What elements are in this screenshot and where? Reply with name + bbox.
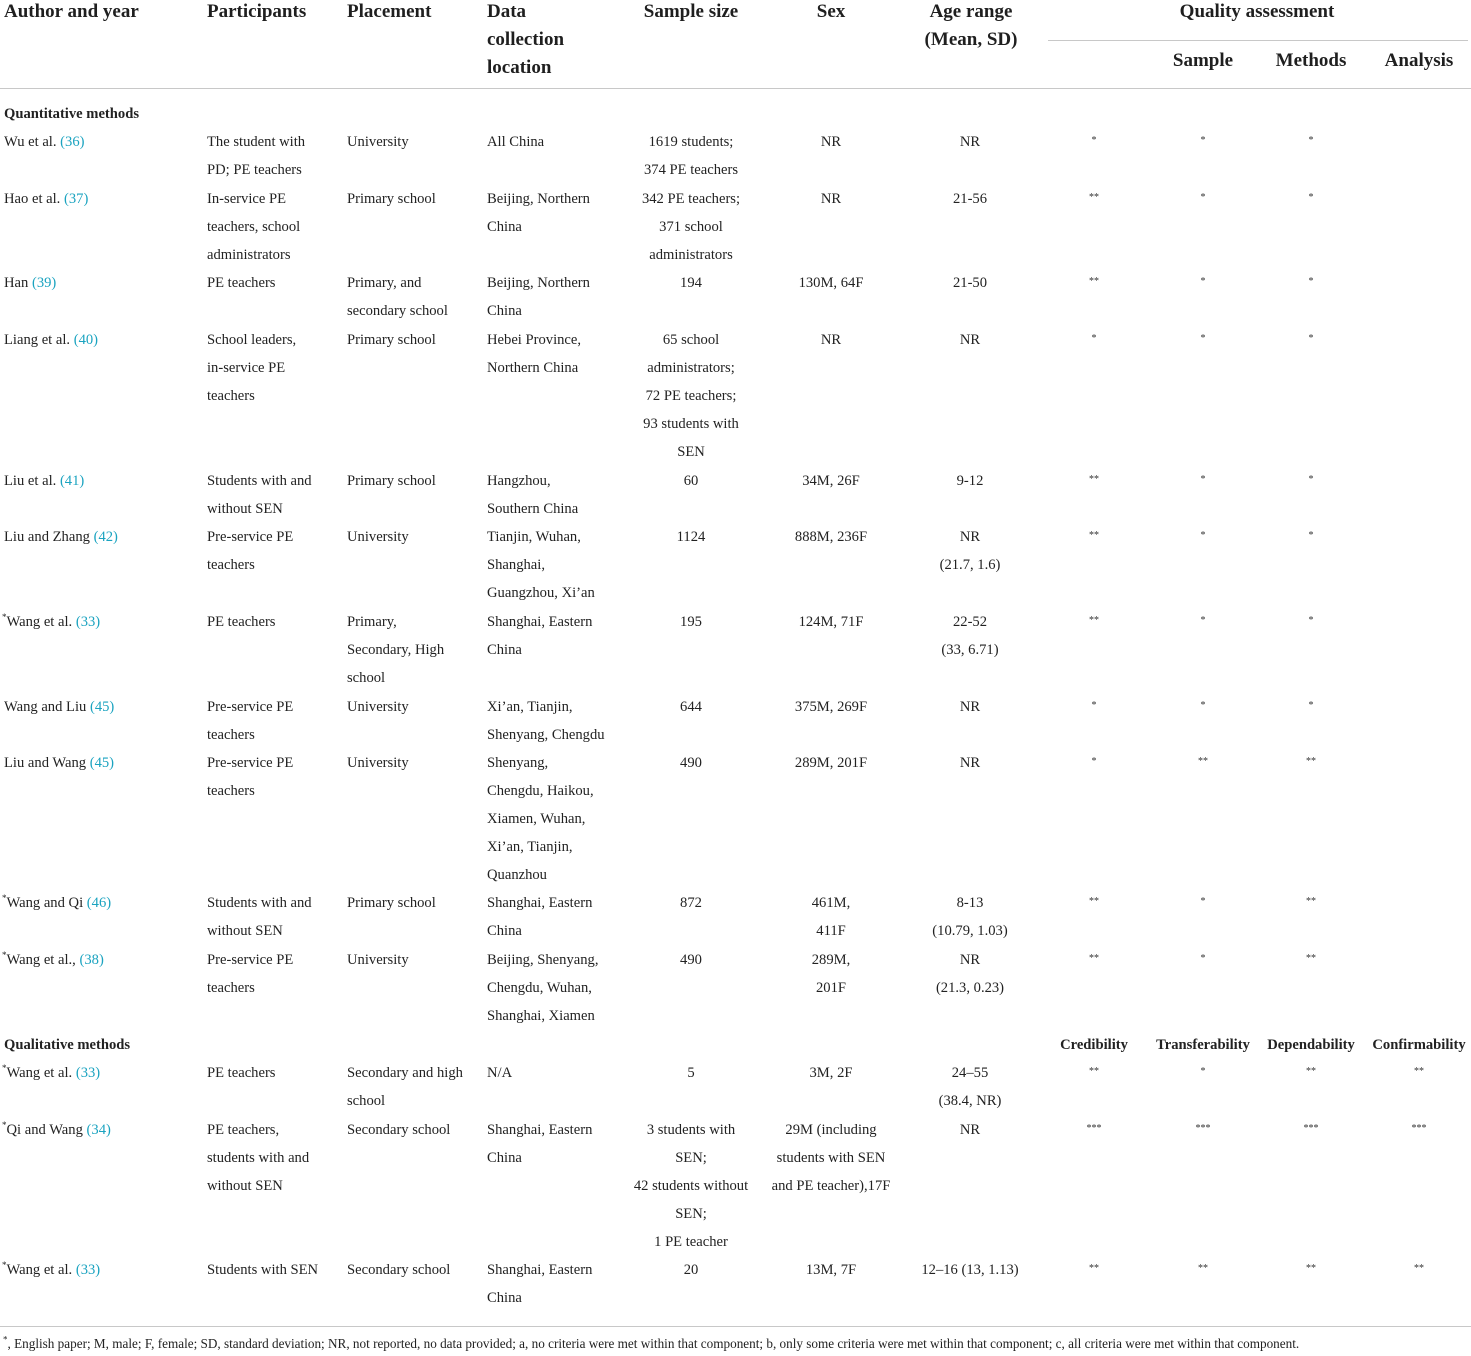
row-sample-size: SEN; bbox=[675, 1206, 707, 1222]
header-author: Author and year bbox=[4, 1, 139, 22]
author-name: Wang et al. bbox=[6, 614, 76, 630]
citation-link[interactable]: (33) bbox=[75, 1262, 101, 1278]
row-age: (21.7, 1.6) bbox=[939, 557, 1001, 573]
quality-rating: * bbox=[1308, 276, 1314, 287]
quality-rating: * bbox=[1308, 333, 1314, 344]
row-placement: Primary, bbox=[347, 614, 397, 630]
row-participants: administrators bbox=[207, 247, 291, 263]
author-name: Liu et al. bbox=[4, 473, 60, 489]
row-sample-size: 72 PE teachers; bbox=[645, 388, 737, 404]
citation-link[interactable]: (40) bbox=[73, 332, 99, 348]
row-author bbox=[2, 946, 104, 974]
quality-rating: ** bbox=[1089, 530, 1099, 541]
row-location: N/A bbox=[487, 1065, 513, 1081]
row-location: China bbox=[487, 1290, 522, 1306]
citation-link[interactable]: (38) bbox=[79, 952, 104, 968]
row-location: Xi’an, Tianjin, bbox=[487, 699, 573, 715]
row-sex: 201F bbox=[815, 980, 847, 996]
qualitative-criterion: Confirmability bbox=[1372, 1037, 1466, 1053]
row-sex: 3M, 2F bbox=[809, 1065, 853, 1081]
row-participants: Students with and bbox=[207, 895, 312, 911]
row-participants: Pre-service PE bbox=[207, 755, 294, 771]
author-name: Wang et al. bbox=[6, 1065, 76, 1081]
header-quality-sub: Analysis bbox=[1384, 50, 1454, 71]
header-quality-sub: Methods bbox=[1275, 50, 1347, 71]
row-location: Northern China bbox=[487, 360, 579, 376]
header-location: collection bbox=[487, 29, 565, 50]
row-sample-size: 5 bbox=[687, 1065, 695, 1081]
quality-rating: * bbox=[1308, 192, 1314, 203]
header-quality-assessment: Quality assessment bbox=[1179, 1, 1335, 22]
row-age: 24–55 bbox=[951, 1065, 989, 1081]
row-author bbox=[4, 693, 114, 721]
row-location: Chengdu, Wuhan, bbox=[487, 980, 592, 996]
row-participants: Pre-service PE bbox=[207, 699, 294, 715]
row-author bbox=[2, 608, 100, 636]
row-location: Xi’an, Tianjin, bbox=[487, 839, 573, 855]
quality-rating: ** bbox=[1414, 1263, 1424, 1274]
row-age: (21.3, 0.23) bbox=[935, 980, 1005, 996]
citation-link[interactable]: (36) bbox=[60, 134, 85, 150]
row-placement: secondary school bbox=[347, 303, 448, 319]
quality-rating: *** bbox=[1411, 1123, 1427, 1134]
quality-rating: * bbox=[1091, 700, 1097, 711]
row-sample-size: 490 bbox=[680, 952, 702, 968]
row-age: NR bbox=[959, 332, 981, 348]
row-location: Shenyang, Chengdu bbox=[487, 727, 605, 743]
row-participants: teachers bbox=[207, 980, 255, 996]
english-paper-mark: * bbox=[2, 893, 7, 904]
row-placement: Primary school bbox=[347, 473, 436, 489]
quality-rating: * bbox=[1308, 474, 1314, 485]
citation-link[interactable]: (34) bbox=[86, 1122, 111, 1138]
row-location: Shanghai, Xiamen bbox=[487, 1008, 595, 1024]
row-participants: Students with SEN bbox=[207, 1262, 319, 1278]
header-age: Age range bbox=[929, 1, 1013, 22]
quality-rating: * bbox=[1200, 615, 1206, 626]
row-placement: University bbox=[347, 529, 409, 545]
quality-rating: ** bbox=[1089, 615, 1099, 626]
quality-rating: ** bbox=[1089, 192, 1099, 203]
row-location: All China bbox=[487, 134, 545, 150]
row-age: NR bbox=[959, 1122, 981, 1138]
author-name: Liang et al. bbox=[4, 332, 74, 348]
row-author bbox=[4, 326, 98, 354]
row-age: NR bbox=[959, 755, 981, 771]
row-location: China bbox=[487, 1150, 522, 1166]
row-sex: and PE teacher),17F bbox=[771, 1178, 891, 1194]
row-placement: Primary school bbox=[347, 332, 436, 348]
row-participants: PD; PE teachers bbox=[207, 162, 302, 178]
row-sample-size: administrators bbox=[649, 247, 733, 263]
row-sex: NR bbox=[820, 134, 842, 150]
row-sample-size: 93 students with bbox=[643, 416, 739, 432]
row-author bbox=[4, 749, 114, 777]
quality-rating: * bbox=[1200, 135, 1206, 146]
row-location: Shanghai, Eastern bbox=[487, 1262, 593, 1278]
quality-rating: * bbox=[1200, 1066, 1206, 1077]
row-location: Tianjin, Wuhan, bbox=[487, 529, 581, 545]
english-paper-mark: * bbox=[2, 1260, 7, 1271]
quality-rating: ** bbox=[1306, 1066, 1316, 1077]
row-participants: in-service PE bbox=[207, 360, 286, 376]
row-sample-size: 60 bbox=[683, 473, 699, 489]
row-sample-size: 65 school bbox=[662, 332, 720, 348]
row-placement: school bbox=[347, 670, 386, 686]
row-location: Xiamen, Wuhan, bbox=[487, 811, 586, 827]
row-placement: Secondary school bbox=[347, 1122, 451, 1138]
row-sex: students with SEN bbox=[776, 1150, 886, 1166]
row-participants: without SEN bbox=[207, 1178, 283, 1194]
author-name: Hao et al. bbox=[4, 191, 64, 207]
quality-rating: *** bbox=[1195, 1123, 1211, 1134]
quality-rating: * bbox=[1091, 333, 1097, 344]
english-paper-mark: * bbox=[2, 612, 7, 623]
section-qualitative: Qualitative methods bbox=[4, 1037, 131, 1053]
row-author bbox=[2, 889, 111, 917]
footnote-mark: * bbox=[3, 1334, 8, 1345]
quality-rating: ** bbox=[1306, 756, 1316, 767]
qualitative-criterion: Transferability bbox=[1156, 1037, 1250, 1053]
header-sex: Sex bbox=[816, 1, 846, 22]
row-sex: NR bbox=[820, 191, 842, 207]
row-author bbox=[4, 467, 84, 495]
row-placement: University bbox=[347, 952, 409, 968]
row-participants: PE teachers bbox=[207, 275, 276, 291]
row-age: NR bbox=[959, 699, 981, 715]
quality-rating: ** bbox=[1198, 1263, 1208, 1274]
row-age: NR bbox=[959, 952, 981, 968]
citation-link[interactable]: (33) bbox=[75, 1065, 101, 1081]
quality-header-rule bbox=[1048, 40, 1468, 41]
row-sample-size: 1 PE teacher bbox=[654, 1234, 728, 1250]
quality-rating: ** bbox=[1089, 896, 1099, 907]
row-age: NR bbox=[959, 134, 981, 150]
row-placement: Primary school bbox=[347, 191, 436, 207]
row-location: Chengdu, Haikou, bbox=[487, 783, 594, 799]
row-location: China bbox=[487, 642, 522, 658]
row-location: Quanzhou bbox=[487, 867, 547, 883]
row-location: Hangzhou, bbox=[487, 473, 551, 489]
row-sex: 888M, 236F bbox=[794, 529, 868, 545]
row-participants: teachers bbox=[207, 783, 255, 799]
english-paper-mark: * bbox=[2, 950, 7, 961]
row-sample-size: SEN; bbox=[675, 1150, 707, 1166]
quality-rating: *** bbox=[1086, 1123, 1102, 1134]
row-author bbox=[4, 269, 56, 297]
row-participants: without SEN bbox=[207, 923, 283, 939]
row-author bbox=[4, 128, 84, 156]
row-sex: NR bbox=[820, 332, 842, 348]
table-footnote bbox=[3, 1335, 1299, 1353]
citation-link[interactable]: (45) bbox=[89, 699, 115, 715]
quality-rating: ** bbox=[1089, 276, 1099, 287]
row-author bbox=[4, 523, 118, 551]
row-sample-size: 342 PE teachers; bbox=[641, 191, 741, 207]
quality-rating: ** bbox=[1414, 1066, 1424, 1077]
row-age: (33, 6.71) bbox=[941, 642, 999, 658]
row-placement: University bbox=[347, 755, 409, 771]
quality-rating: * bbox=[1308, 530, 1314, 541]
row-location: China bbox=[487, 219, 522, 235]
quality-rating: * bbox=[1308, 700, 1314, 711]
english-paper-mark: * bbox=[2, 1063, 7, 1074]
row-sample-size: 1619 students; bbox=[648, 134, 734, 150]
row-placement: University bbox=[347, 134, 409, 150]
row-placement: Primary, and bbox=[347, 275, 422, 291]
quality-rating: *** bbox=[1303, 1123, 1319, 1134]
row-sex: 411F bbox=[816, 923, 846, 939]
row-sex: 130M, 64F bbox=[798, 275, 864, 291]
row-sex: 461M, bbox=[811, 895, 851, 911]
row-sex: 289M, 201F bbox=[794, 755, 868, 771]
row-participants: PE teachers bbox=[207, 1065, 276, 1081]
quality-rating: * bbox=[1200, 474, 1206, 485]
row-author bbox=[4, 185, 88, 213]
header-quality-sub: Sample bbox=[1172, 50, 1234, 71]
row-participants: teachers bbox=[207, 388, 255, 404]
header-sample-size: Sample size bbox=[643, 1, 739, 22]
quality-rating: ** bbox=[1198, 756, 1208, 767]
quality-rating: ** bbox=[1306, 953, 1316, 964]
row-author bbox=[2, 1059, 100, 1087]
row-location: Shanghai, bbox=[487, 557, 545, 573]
row-location: Guangzhou, Xi’an bbox=[487, 585, 595, 601]
header-participants: Participants bbox=[207, 1, 307, 22]
author-name: Wang et al. bbox=[6, 1262, 76, 1278]
row-placement: University bbox=[347, 699, 409, 715]
quality-rating: ** bbox=[1306, 896, 1316, 907]
quality-rating: * bbox=[1200, 953, 1206, 964]
row-participants: teachers, school bbox=[207, 219, 301, 235]
row-sample-size: 20 bbox=[683, 1262, 699, 1278]
row-sex: 289M, bbox=[811, 952, 851, 968]
author-name: Wang and Liu bbox=[4, 699, 90, 715]
row-participants: In-service PE bbox=[207, 191, 287, 207]
table-bottom-rule bbox=[0, 1326, 1471, 1327]
row-placement: Secondary and high bbox=[347, 1065, 463, 1081]
row-location: Beijing, Shenyang, bbox=[487, 952, 599, 968]
row-sex: 29M (including bbox=[785, 1122, 877, 1138]
header-location: location bbox=[487, 57, 552, 78]
row-author bbox=[2, 1116, 111, 1144]
row-sample-size: 644 bbox=[680, 699, 702, 715]
citation-link[interactable]: (45) bbox=[89, 755, 115, 771]
row-location: Shanghai, Eastern bbox=[487, 1122, 593, 1138]
row-location: Hebei Province, bbox=[487, 332, 582, 348]
quality-rating: * bbox=[1091, 135, 1097, 146]
quality-rating: ** bbox=[1089, 1066, 1099, 1077]
quality-rating: * bbox=[1200, 896, 1206, 907]
citation-link[interactable]: (37) bbox=[63, 191, 89, 207]
row-age: (38.4, NR) bbox=[938, 1093, 1002, 1109]
row-sample-size: SEN bbox=[677, 444, 705, 460]
author-name: Han bbox=[4, 275, 32, 291]
row-sample-size: 3 students with bbox=[646, 1122, 736, 1138]
row-placement: Secondary school bbox=[347, 1262, 451, 1278]
row-placement: Secondary, High bbox=[347, 642, 445, 658]
header-placement: Placement bbox=[347, 1, 432, 22]
author-name: Wang and Qi bbox=[6, 895, 87, 911]
citation-link[interactable]: (39) bbox=[31, 275, 57, 291]
row-sample-size: 42 students without bbox=[633, 1178, 749, 1194]
author-name: Liu and Wang bbox=[4, 755, 90, 771]
qualitative-criterion: Dependability bbox=[1267, 1037, 1355, 1053]
row-participants: School leaders, bbox=[207, 332, 297, 348]
quality-rating: ** bbox=[1089, 1263, 1099, 1274]
quality-rating: * bbox=[1308, 135, 1314, 146]
row-sex: 13M, 7F bbox=[805, 1262, 857, 1278]
header-location: Data bbox=[487, 1, 527, 22]
row-age: (10.79, 1.03) bbox=[932, 923, 1008, 939]
quality-rating: * bbox=[1200, 530, 1206, 541]
row-age: 9-12 bbox=[956, 473, 984, 489]
quality-rating: * bbox=[1200, 192, 1206, 203]
row-sample-size: 490 bbox=[680, 755, 702, 771]
row-participants: teachers bbox=[207, 727, 255, 743]
row-location: Shanghai, Eastern bbox=[487, 895, 593, 911]
citation-link[interactable]: (41) bbox=[59, 473, 85, 489]
row-participants: students with and bbox=[207, 1150, 310, 1166]
row-sex: 34M, 26F bbox=[802, 473, 860, 489]
quality-rating: ** bbox=[1089, 953, 1099, 964]
row-sample-size: 872 bbox=[680, 895, 702, 911]
row-participants: PE teachers, bbox=[207, 1122, 280, 1138]
row-location: Shanghai, Eastern bbox=[487, 614, 593, 630]
quality-rating: ** bbox=[1306, 1263, 1316, 1274]
row-participants: without SEN bbox=[207, 501, 283, 517]
row-age: 22-52 bbox=[952, 614, 988, 630]
row-sample-size: 1124 bbox=[676, 529, 706, 545]
quality-rating: * bbox=[1200, 700, 1206, 711]
quality-rating: ** bbox=[1089, 474, 1099, 485]
quality-rating: * bbox=[1308, 615, 1314, 626]
row-location: Beijing, Northern bbox=[487, 275, 590, 291]
row-participants: Pre-service PE bbox=[207, 952, 294, 968]
row-sex: 375M, 269F bbox=[794, 699, 868, 715]
section-quantitative: Quantitative methods bbox=[4, 106, 139, 122]
author-name: Liu and Zhang bbox=[4, 529, 94, 545]
row-age: 21-50 bbox=[952, 275, 988, 291]
row-participants: teachers bbox=[207, 557, 255, 573]
row-location: Southern China bbox=[487, 501, 579, 517]
footnote-text: , English paper; M, male; F, female; SD, standard deviation; NR, not reported, no data provided; a, no criteria were met within that component; b, only some criteria were met within that component; c, all criteria were met within that component. bbox=[7, 1336, 1300, 1351]
row-participants: The student with bbox=[207, 134, 306, 150]
qualitative-criterion: Credibility bbox=[1060, 1037, 1128, 1053]
english-paper-mark: * bbox=[2, 1120, 7, 1131]
row-sample-size: administrators; bbox=[647, 360, 735, 376]
row-participants: PE teachers bbox=[207, 614, 276, 630]
quality-rating: * bbox=[1200, 333, 1206, 344]
row-location: Shenyang, bbox=[487, 755, 549, 771]
author-name: Wang et al., bbox=[6, 952, 80, 968]
citation-link[interactable]: (46) bbox=[86, 895, 112, 911]
row-location: China bbox=[487, 303, 522, 319]
row-author bbox=[2, 1256, 100, 1284]
row-age: NR bbox=[959, 529, 981, 545]
header-age: (Mean, SD) bbox=[924, 29, 1018, 50]
row-sample-size: 194 bbox=[680, 275, 702, 291]
row-age: 21-56 bbox=[952, 191, 988, 207]
row-location: Beijing, Northern bbox=[487, 191, 590, 207]
table-top-rule bbox=[0, 88, 1471, 89]
author-name: Qi and Wang bbox=[6, 1122, 87, 1138]
row-placement: Primary school bbox=[347, 895, 436, 911]
row-location: China bbox=[487, 923, 522, 939]
citation-link[interactable]: (33) bbox=[75, 614, 101, 630]
row-sample-size: 195 bbox=[680, 614, 702, 630]
citation-link[interactable]: (42) bbox=[93, 529, 118, 545]
author-name: Wu et al. bbox=[4, 134, 61, 150]
row-age: 8-13 bbox=[956, 895, 984, 911]
row-sample-size: 371 school bbox=[659, 219, 723, 235]
row-placement: school bbox=[347, 1093, 386, 1109]
quality-rating: * bbox=[1200, 276, 1206, 287]
row-participants: Pre-service PE bbox=[207, 529, 294, 545]
row-sex: 124M, 71F bbox=[798, 614, 864, 630]
row-sample-size: 374 PE teachers bbox=[643, 162, 739, 178]
quality-rating: * bbox=[1091, 756, 1097, 767]
row-age: 12–16 (13, 1.13) bbox=[921, 1262, 1019, 1278]
row-participants: Students with and bbox=[207, 473, 312, 489]
